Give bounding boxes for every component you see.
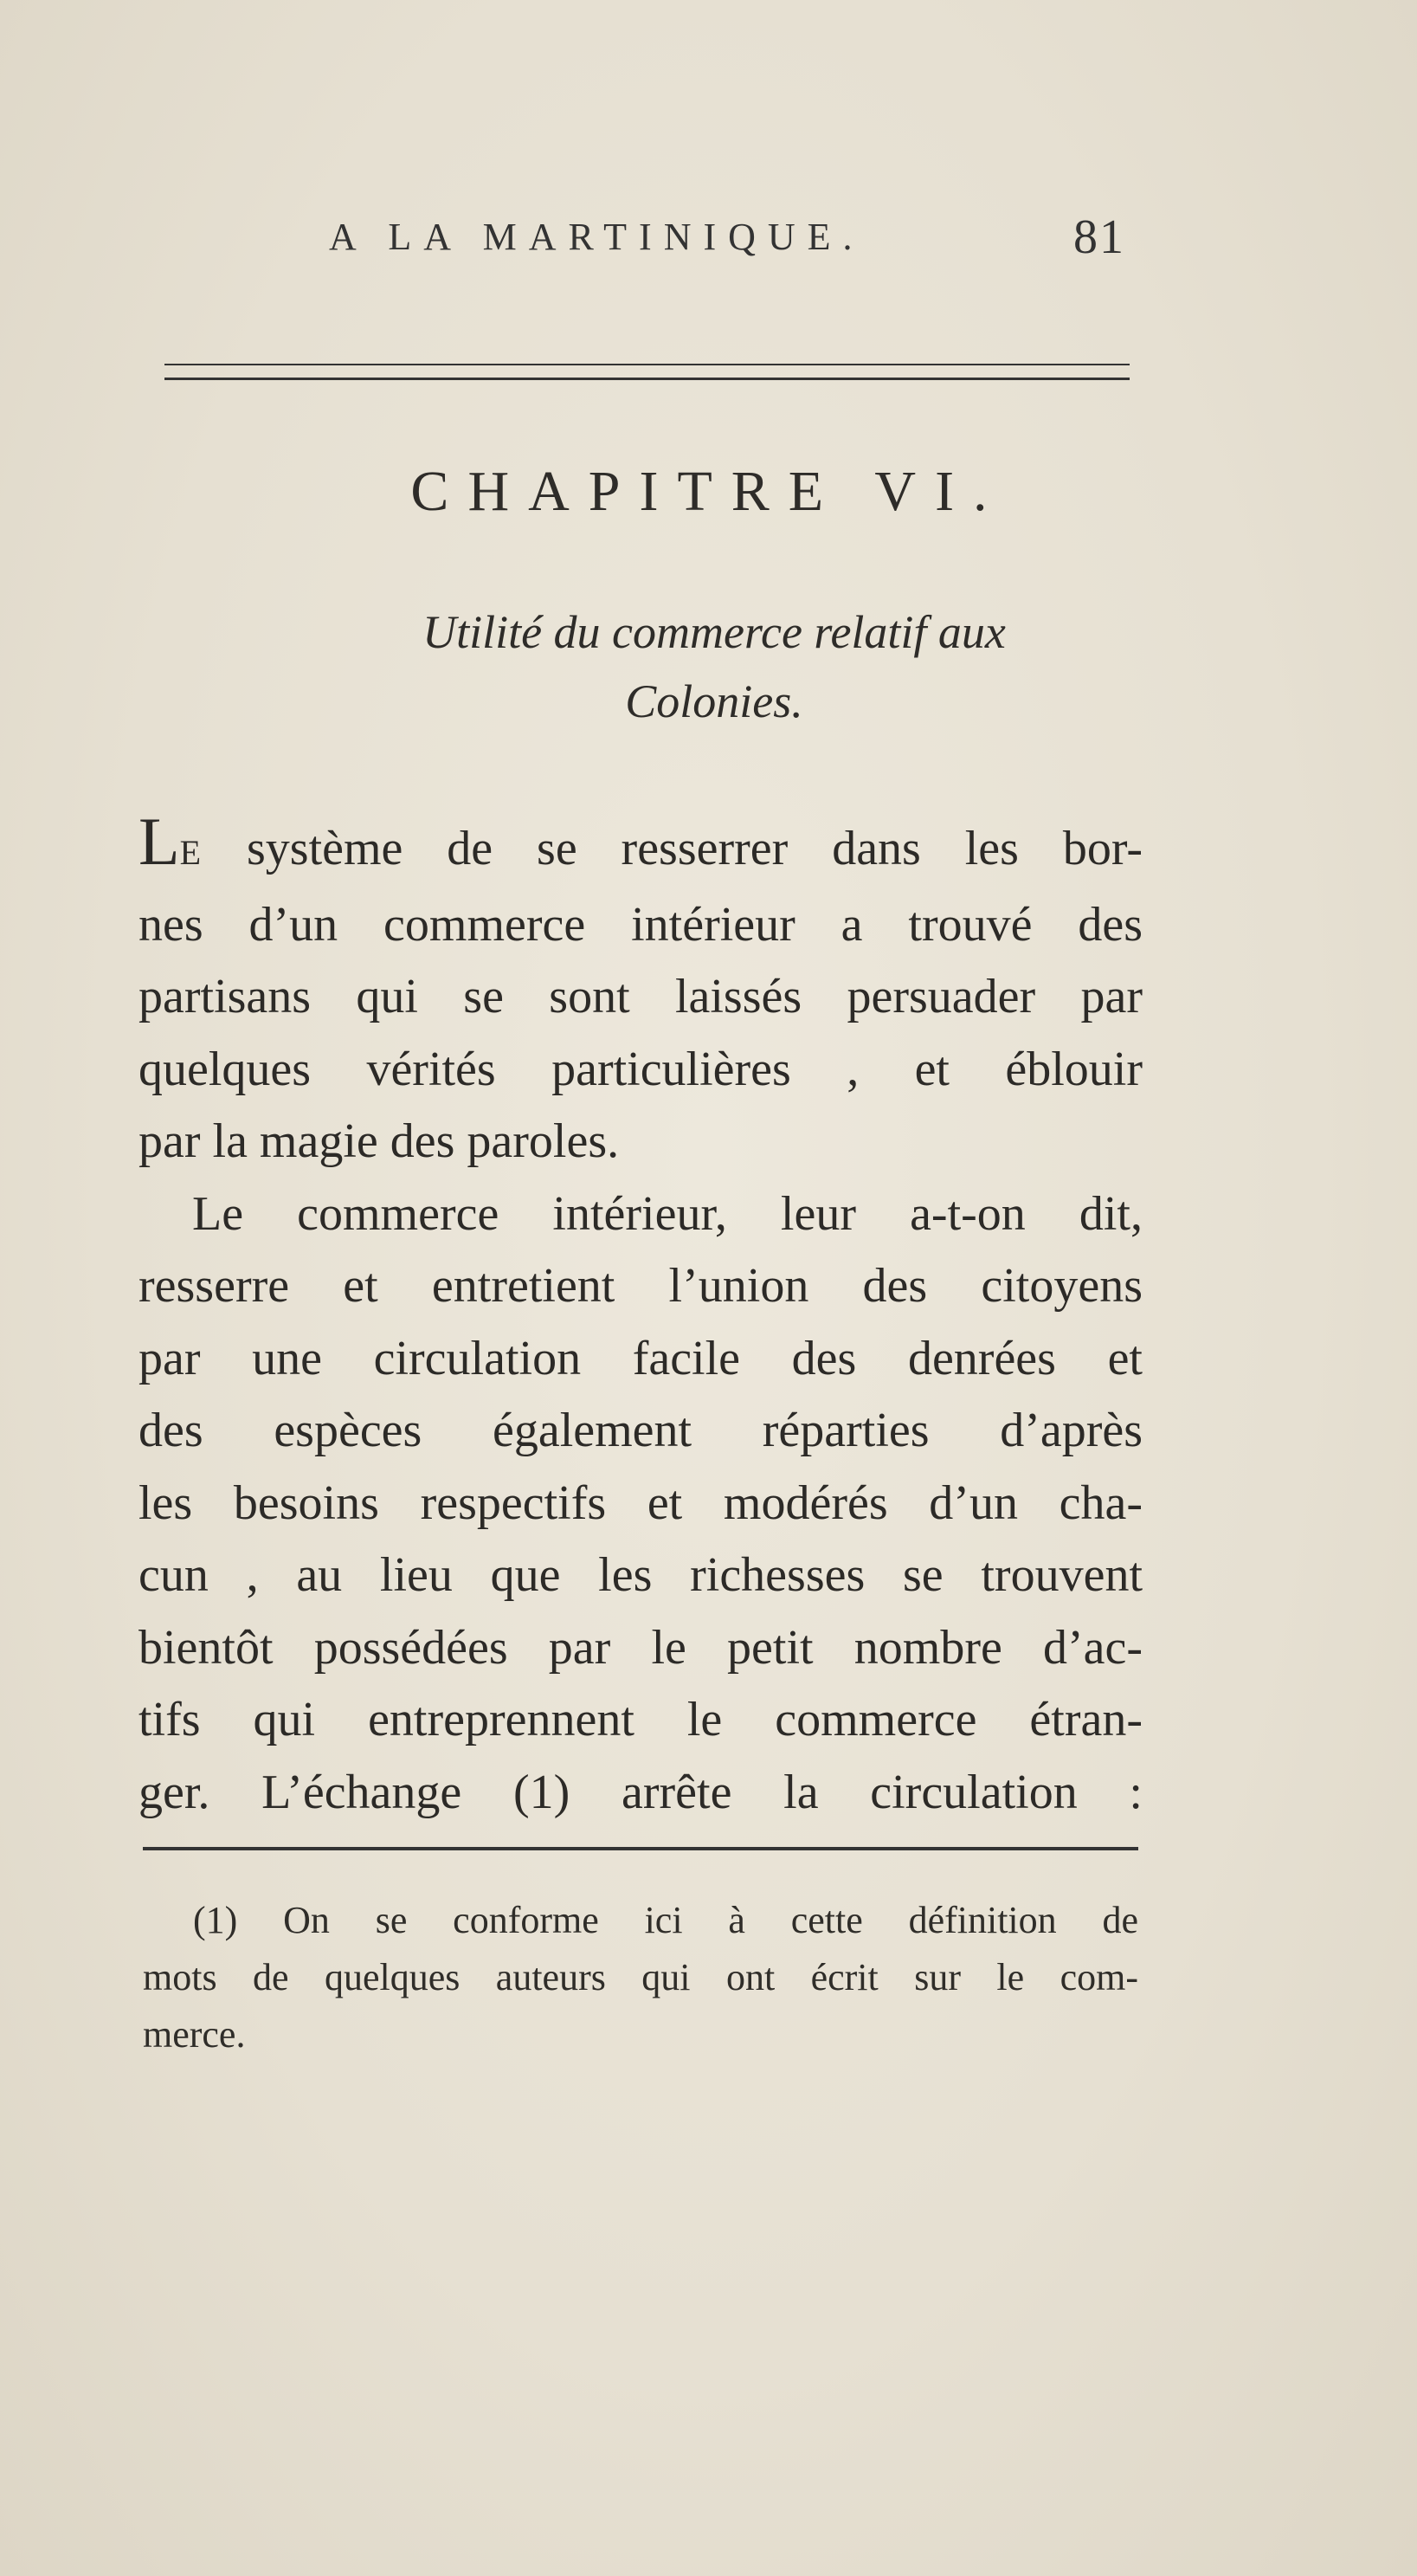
body-line: Le commerce intérieur, leur a-t-on dit, — [192, 1186, 1143, 1241]
chapter-heading: CHAPITRE VI. — [410, 460, 1007, 523]
drop-cap-rest: E — [179, 833, 203, 872]
body-line: resserre et entretient l’union des citoyens — [138, 1259, 1143, 1313]
body-line: cun , au lieu que les richesses se trouvent — [138, 1548, 1143, 1602]
running-head — [329, 210, 1125, 264]
footnote — [143, 1892, 1138, 2063]
main-text — [138, 805, 1143, 1829]
page-number: 81 — [1073, 210, 1125, 264]
footnote-line: merce. — [143, 2013, 246, 2056]
chapter-subtitle-line-1: Utilité du commerce relatif aux — [422, 606, 1006, 658]
body-line: les besoins respectifs et modérés d’un cha- — [138, 1475, 1143, 1530]
footnote-line: (1) On se conforme ici à cette définition de — [193, 1899, 1138, 1941]
body-line: nes d’un commerce intérieur a trouvé des — [138, 897, 1143, 952]
chapter-subtitle-line-2: Colonies. — [625, 675, 803, 727]
body-line: ger. L’échange (1) arrête la circulation : — [138, 1765, 1143, 1819]
running-title: A LA MARTINIQUE. — [329, 216, 865, 258]
drop-cap: L — [138, 804, 180, 879]
body-line: bientôt possédées par le petit nombre d’ac- — [138, 1620, 1143, 1675]
body-line: par une circulation facile des denrées et — [138, 1331, 1143, 1385]
footnote-rule — [143, 1847, 1138, 1850]
chapter-subtitle — [156, 597, 1272, 736]
body-line — [138, 805, 1143, 889]
body-line: partisans qui se sont laissés persuader par — [138, 970, 1143, 1023]
body-line-1-text: système de se resserrer dans les bor- — [203, 822, 1143, 875]
body-line: quelques vérités particulières , et éblouir — [138, 1042, 1143, 1096]
header-double-rule — [164, 364, 1130, 380]
footnote-line: mots de quelques auteurs qui ont écrit sur le com- — [143, 1956, 1138, 1998]
body-line: des espèces également réparties d’après — [138, 1404, 1143, 1457]
body-line: tifs qui entreprennent le commerce étran- — [138, 1693, 1143, 1746]
body-line: par la magie des paroles. — [138, 1114, 620, 1168]
